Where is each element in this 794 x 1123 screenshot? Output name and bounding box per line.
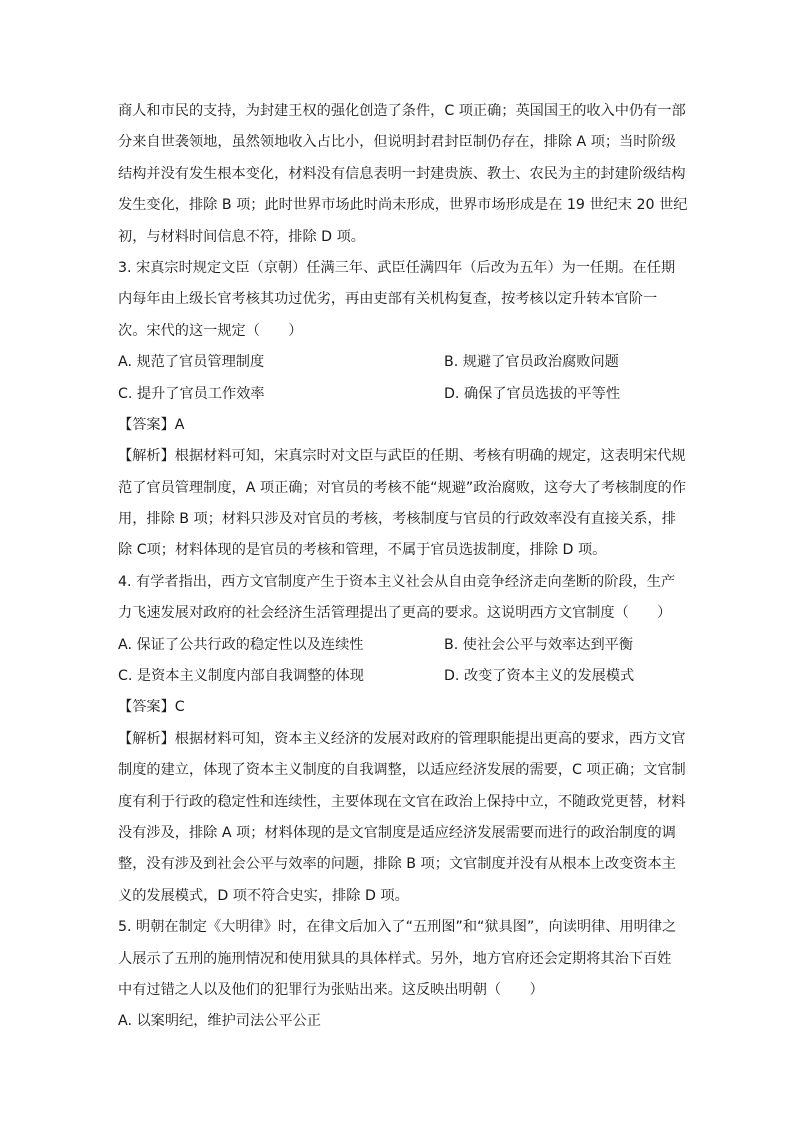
question-stem-line: 3. 宋真宗时规定文臣（京朝）任满三年、武臣任满四年（后改为五年）为一任期。在任期: [118, 259, 676, 276]
analysis-line: 义的发展模式，D 项不符合史实，排除 D 项。: [118, 887, 409, 904]
option-a: A. 以案明纪，维护司法公平公正: [118, 1013, 321, 1030]
analysis-line: 没有涉及，排除 A 项；材料体现的是文官制度是适应经济发展需要而进行的政治制度的调: [118, 824, 676, 841]
analysis-line: 整，没有涉及到社会公平与效率的问题，排除 B 项；文官制度并没有从根本上改变资本主: [118, 856, 676, 873]
question-stem-line: 次。宋代的这一规定（ ）: [118, 322, 303, 339]
text-line: 发生变化，排除 B 项；此时世界市场此时尚未形成，世界市场形成是在 19 世纪末 20 世纪: [118, 197, 688, 214]
text-line: 分来自世袭领地，虽然领地收入占比小，但说明封君封臣制仍存在，排除 A 项；当时阶级: [118, 134, 676, 151]
question-stem-line: 4. 有学者指出，西方文官制度产生于资本主义社会从自由竞争经济走向垄断的阶段，生产: [118, 573, 676, 590]
question-stem-line: 内每年由上级长官考核其功过优劣，再由吏部有关机构复查，按考核以定升转本官阶一: [118, 291, 658, 308]
document-page: [118, 96, 688, 1038]
analysis-line: 范了官员管理制度，A 项正确；对官员的考核不能“规避”政治腐败，这夸大了考核制度的作: [118, 479, 687, 496]
option-d: D. 确保了官员选拔的平等性: [444, 385, 621, 402]
option-row: [118, 379, 688, 410]
question-stem-line: 5. 明朝在制定《大明律》时，在律文后加入了“五刑图”和“狱具图”，向读明律、用明律之: [118, 919, 677, 936]
analysis-line: 用，排除 B 项；材料只涉及对官员的考核，考核制度与官员的行政效率没有直接关系，排: [118, 511, 676, 528]
analysis-line: 度有利于行政的稳定性和连续性，主要体现在文官在政治上保持中立，不随政党更替，材料: [118, 793, 686, 810]
option-row: [118, 347, 688, 378]
option-row: [118, 630, 688, 661]
analysis-line: 制度的建立，体现了资本主义制度的自我调整，以适应经济发展的需要，C 项正确；文官制: [118, 762, 686, 779]
question-3: [118, 253, 688, 567]
option-b: B. 规避了官员政治腐败问题: [444, 354, 619, 371]
option-a: A. 保证了公共行政的稳定性以及连续性: [118, 636, 364, 653]
text-line: 商人和市民的支持，为封建王权的强化创造了条件，C 项正确；英国国王的收入中仍有一部: [118, 103, 686, 119]
question-4: [118, 567, 688, 912]
answer-label: 【答案】A: [118, 416, 185, 433]
answer-label: 【答案】C: [118, 699, 185, 716]
option-c: C. 是资本主义制度内部自我调整的体现: [118, 668, 364, 685]
question-stem-line: 力飞速发展对政府的社会经济生活管理提出了更高的要求。这说明西方文官制度（ ）: [118, 605, 672, 622]
analysis-line: 【解析】根据材料可知，宋真宗时对文臣与武臣的任期、考核有明确的规定，这表明宋代规: [118, 448, 686, 465]
previous-analysis-continuation: [118, 96, 688, 253]
question-5: [118, 912, 688, 1038]
option-row: [118, 661, 688, 692]
option-a: A. 规范了官员管理制度: [118, 354, 265, 371]
analysis-line: 除 C项；材料体现的是官员的考核和管理，不属于官员选拔制度，排除 D 项。: [118, 542, 607, 559]
text-line: 结构并没有发生根本变化，材料没有信息表明一封建贵族、教士、农民为主的封建阶级结构: [118, 165, 686, 182]
question-stem-line: 人展示了五刑的施刑情况和使用狱具的具体样式。另外，地方官府还会定期将其治下百姓: [118, 950, 672, 967]
option-d: D. 改变了资本主义的发展模式: [444, 668, 635, 685]
question-stem-line: 中有过错之人以及他们的犯罪行为张贴出来。这反映出明朝（ ）: [118, 981, 544, 998]
option-b: B. 使社会公平与效率达到平衡: [444, 636, 634, 653]
option-c: C. 提升了官员工作效率: [118, 385, 265, 402]
analysis-line: 【解析】根据材料可知，资本主义经济的发展对政府的管理职能提出更高的要求，西方文官: [118, 730, 686, 747]
text-line: 初，与材料时间信息不符，排除 D 项。: [118, 228, 365, 245]
